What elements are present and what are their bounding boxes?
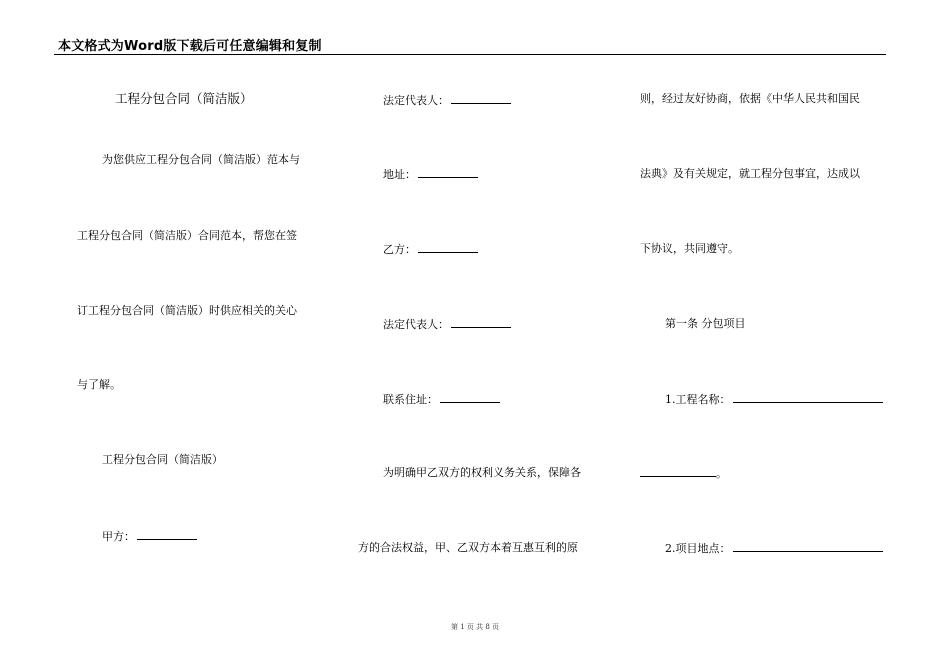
para-line-3: 则，经过友好协商，依据《中华人民共和国民 xyxy=(640,92,860,105)
intro-line-2: 工程分包合同（简洁版）合同范本，帮您在签 xyxy=(77,229,297,242)
project-name-label: 1.工程名称： xyxy=(665,393,731,406)
period-mark: 。 xyxy=(716,467,727,480)
party-a-blank[interactable] xyxy=(137,529,197,540)
address-blank[interactable] xyxy=(418,167,478,178)
intro-line-3: 订工程分包合同（简洁版）时供应相关的关心 xyxy=(77,304,297,317)
project-location-row xyxy=(665,541,883,556)
contact-address-row xyxy=(383,392,500,407)
para-line-4: 法典》及有关规定，就工程分包事宜，达成以 xyxy=(640,167,860,180)
project-name-blank-2[interactable] xyxy=(640,466,716,477)
intro-line-4: 与了解。 xyxy=(77,378,121,391)
legal-rep-b-label: 法定代表人： xyxy=(383,318,449,331)
header-title: 本文格式为Word版下载后可任意编辑和复制 xyxy=(58,39,322,54)
project-location-blank[interactable] xyxy=(733,541,883,552)
article-1-heading: 第一条 分包项目 xyxy=(665,317,746,330)
para-line-1: 为明确甲乙双方的权利义务关系，保障各 xyxy=(383,466,581,479)
legal-rep-a-label: 法定代表人： xyxy=(383,94,449,107)
legal-rep-b-row xyxy=(383,317,511,332)
party-a-label: 甲方： xyxy=(102,530,135,543)
contact-address-blank[interactable] xyxy=(440,392,500,403)
project-name-continuation xyxy=(640,466,727,481)
contact-address-label: 联系住址： xyxy=(383,393,438,406)
page-header xyxy=(54,28,886,55)
legal-rep-b-blank[interactable] xyxy=(451,317,511,328)
address-row xyxy=(383,167,478,182)
party-b-row xyxy=(383,242,478,257)
project-name-row xyxy=(665,392,883,407)
legal-rep-a-blank[interactable] xyxy=(451,93,511,104)
address-label: 地址： xyxy=(383,168,416,181)
party-a-row xyxy=(102,529,197,544)
subtitle: 工程分包合同（简洁版） xyxy=(102,453,223,466)
party-b-label: 乙方： xyxy=(383,243,416,256)
para-line-2: 方的合法权益，甲、乙双方本着互惠互利的原 xyxy=(358,541,578,554)
legal-rep-a-row xyxy=(383,93,511,108)
para-line-5: 下协议，共同遵守。 xyxy=(640,242,739,255)
party-b-blank[interactable] xyxy=(418,242,478,253)
project-name-blank[interactable] xyxy=(733,392,883,403)
document-title: 工程分包合同（简洁版） xyxy=(115,91,253,106)
project-location-label: 2.项目地点： xyxy=(665,542,731,555)
intro-line-1: 为您供应工程分包合同（简洁版）范本与 xyxy=(102,153,300,166)
page-footer: 第 1 页 共 8 页 xyxy=(450,623,500,631)
